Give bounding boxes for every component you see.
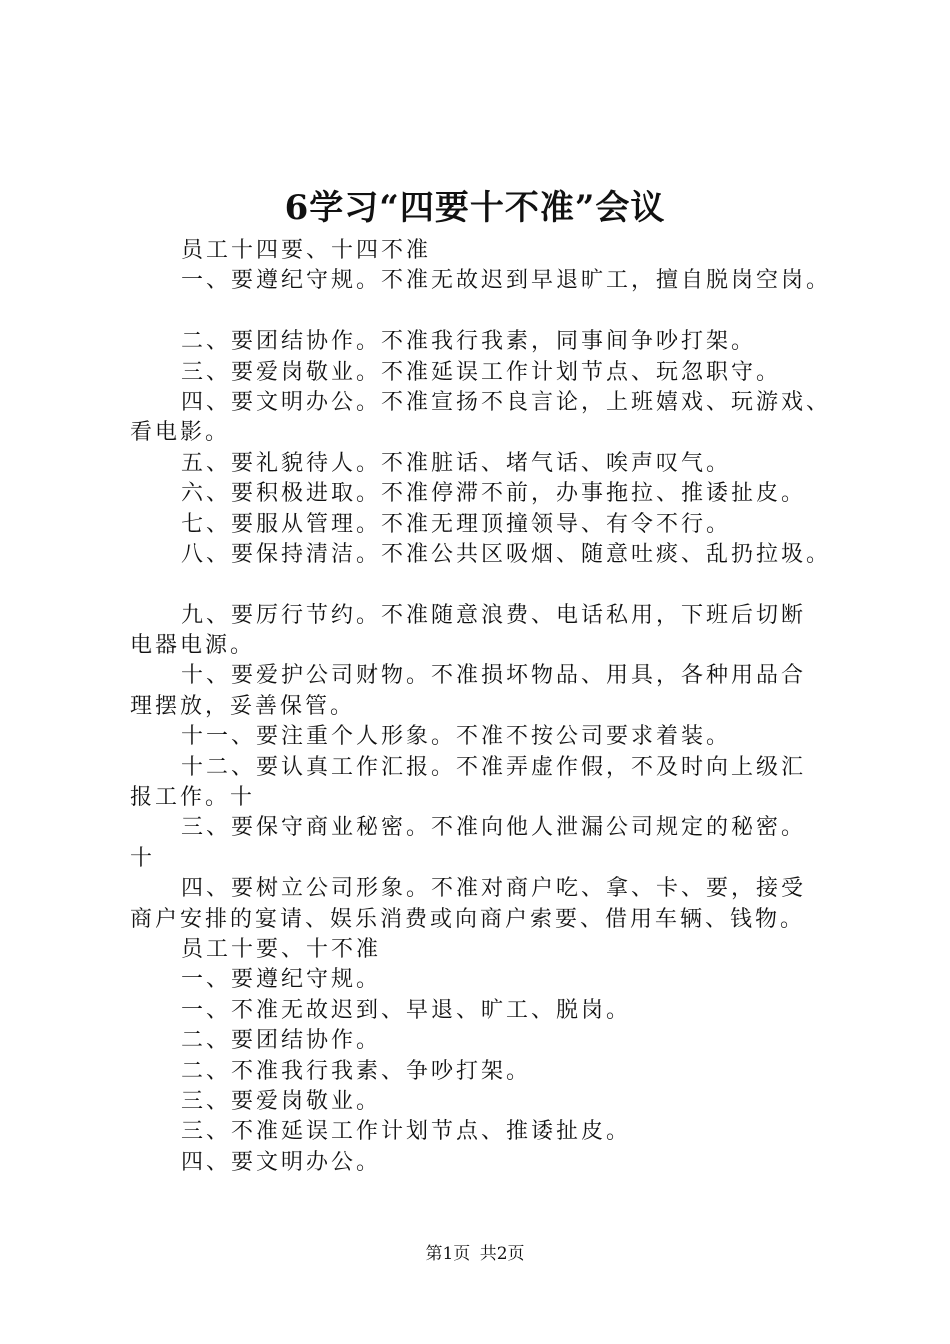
paragraph-line: 八、要保持清洁。不准公共区吸烟、随意吐痰、乱扔拉圾。 <box>181 541 832 567</box>
page-footer: 第1页 共2页 <box>425 1244 525 1264</box>
paragraph-line: 报工作。十 <box>130 785 256 811</box>
paragraph-line: 四、要文明办公。不准宣扬不良言论，上班嬉戏、玩游戏、 <box>181 389 832 415</box>
paragraph-line: 二、要团结协作。 <box>181 1028 382 1054</box>
document-title: 6学习“四要十不准”会议 <box>284 188 666 228</box>
paragraph-line: 理摆放，妥善保管。 <box>130 693 356 719</box>
paragraph-line: 十、要爱护公司财物。不准损坏物品、用具，各种用品合 <box>181 663 807 689</box>
paragraph-line: 一、要遵纪守规。 <box>181 967 382 993</box>
paragraph-line: 电器电源。 <box>130 633 256 659</box>
paragraph-line: 七、要服从管理。不准无理顶撞领导、有令不行。 <box>181 511 732 537</box>
paragraph-line: 五、要礼貌待人。不准脏话、堵气话、唉声叹气。 <box>181 450 732 476</box>
paragraph-line: 一、要遵纪守规。不准无故迟到早退旷工，擅自脱岗空岗。 <box>181 268 832 294</box>
paragraph-line: 九、要厉行节约。不准随意浪费、电话私用，下班后切断 <box>181 602 807 628</box>
paragraph-line: 二、不准我行我素、争吵打架。 <box>181 1058 532 1084</box>
paragraph-line: 十 <box>130 845 156 871</box>
paragraph-line: 十二、要认真工作汇报。不准弄虚作假，不及时向上级汇 <box>181 754 807 780</box>
paragraph-line: 一、不准无故迟到、早退、旷工、脱岗。 <box>181 997 632 1023</box>
paragraph-line: 员工十四要、十四不准 <box>181 238 432 263</box>
blank-line <box>130 297 850 327</box>
paragraph-line: 四、要树立公司形象。不准对商户吃、拿、卡、要，接受 <box>181 876 807 902</box>
paragraph-line: 三、要爱岗敬业。不准延误工作计划节点、玩忽职守。 <box>181 359 782 385</box>
paragraph-line: 员工十要、十不准 <box>181 936 382 962</box>
paragraph-line: 三、要保守商业秘密。不准向他人泄漏公司规定的秘密。 <box>181 815 807 841</box>
document-body <box>130 236 850 1178</box>
paragraph-line: 四、要文明办公。 <box>181 1149 382 1175</box>
paragraph-line: 二、要团结协作。不准我行我素，同事间争吵打架。 <box>181 329 757 355</box>
paragraph-line: 十一、要注重个人形象。不准不按公司要求着装。 <box>181 724 732 750</box>
paragraph-line: 三、不准延误工作计划节点、推诿扯皮。 <box>181 1119 632 1145</box>
paragraph-line: 看电影。 <box>130 420 231 446</box>
paragraph-line: 三、要爱岗敬业。 <box>181 1088 382 1114</box>
blank-line <box>130 570 850 600</box>
paragraph-line: 六、要积极进取。不准停滞不前，办事拖拉、推诿扯皮。 <box>181 481 807 507</box>
paragraph-line: 商户安排的宴请、娱乐消费或向商户索要、借用车辆、钱物。 <box>130 906 806 932</box>
